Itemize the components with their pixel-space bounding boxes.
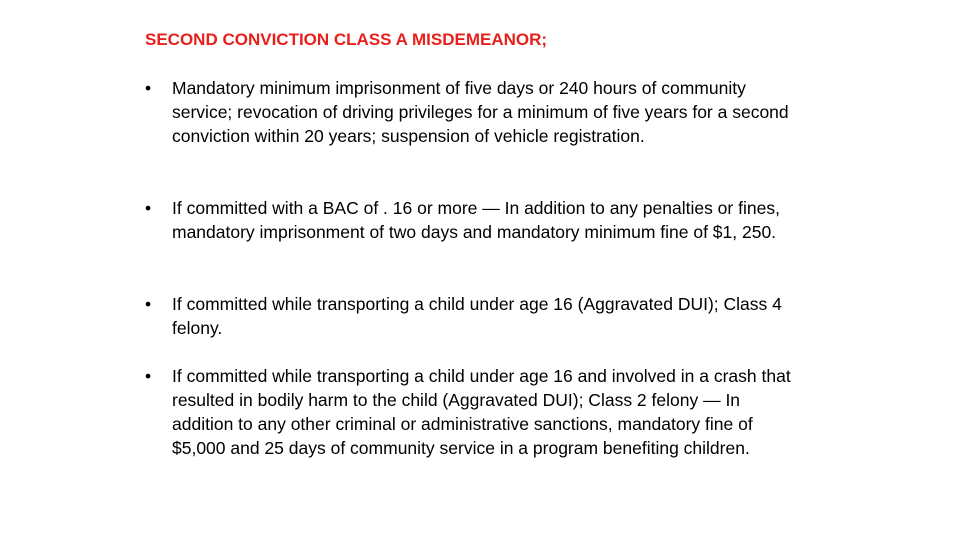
bullet-item bbox=[145, 364, 805, 460]
bullet-icon: • bbox=[145, 198, 152, 218]
bullet-item bbox=[145, 292, 805, 340]
bullet-icon: • bbox=[145, 78, 152, 98]
bullet-text: If committed while transporting a child under age 16 (Aggravated DUI); Class 4 felony. bbox=[172, 294, 782, 338]
bullet-icon: • bbox=[145, 366, 152, 386]
bullet-icon: • bbox=[145, 294, 152, 314]
bullet-item bbox=[145, 196, 805, 244]
bullet-item bbox=[145, 76, 805, 148]
slide-title: SECOND CONVICTION CLASS A MISDEMEANOR; bbox=[145, 30, 548, 49]
bullet-text: If committed while transporting a child under age 16 and involved in a crash that resulted in bodily harm to the child (Aggravated DUI); Class 2 felony — In addition to any other criminal or administrative sanctions, mandatory fine of $5,000 and 25 days of community service in a program benefiting children. bbox=[172, 366, 791, 458]
bullet-text: If committed with a BAC of . 16 or more — In addition to any penalties or fines, mandatory imprisonment of two days and mandatory minimum fine of $1, 250. bbox=[172, 198, 780, 242]
bullet-text: Mandatory minimum imprisonment of five days or 240 hours of community service; revocation of driving privileges for a minimum of five years for a second conviction within 20 years; suspension of vehicle registration. bbox=[172, 78, 789, 146]
